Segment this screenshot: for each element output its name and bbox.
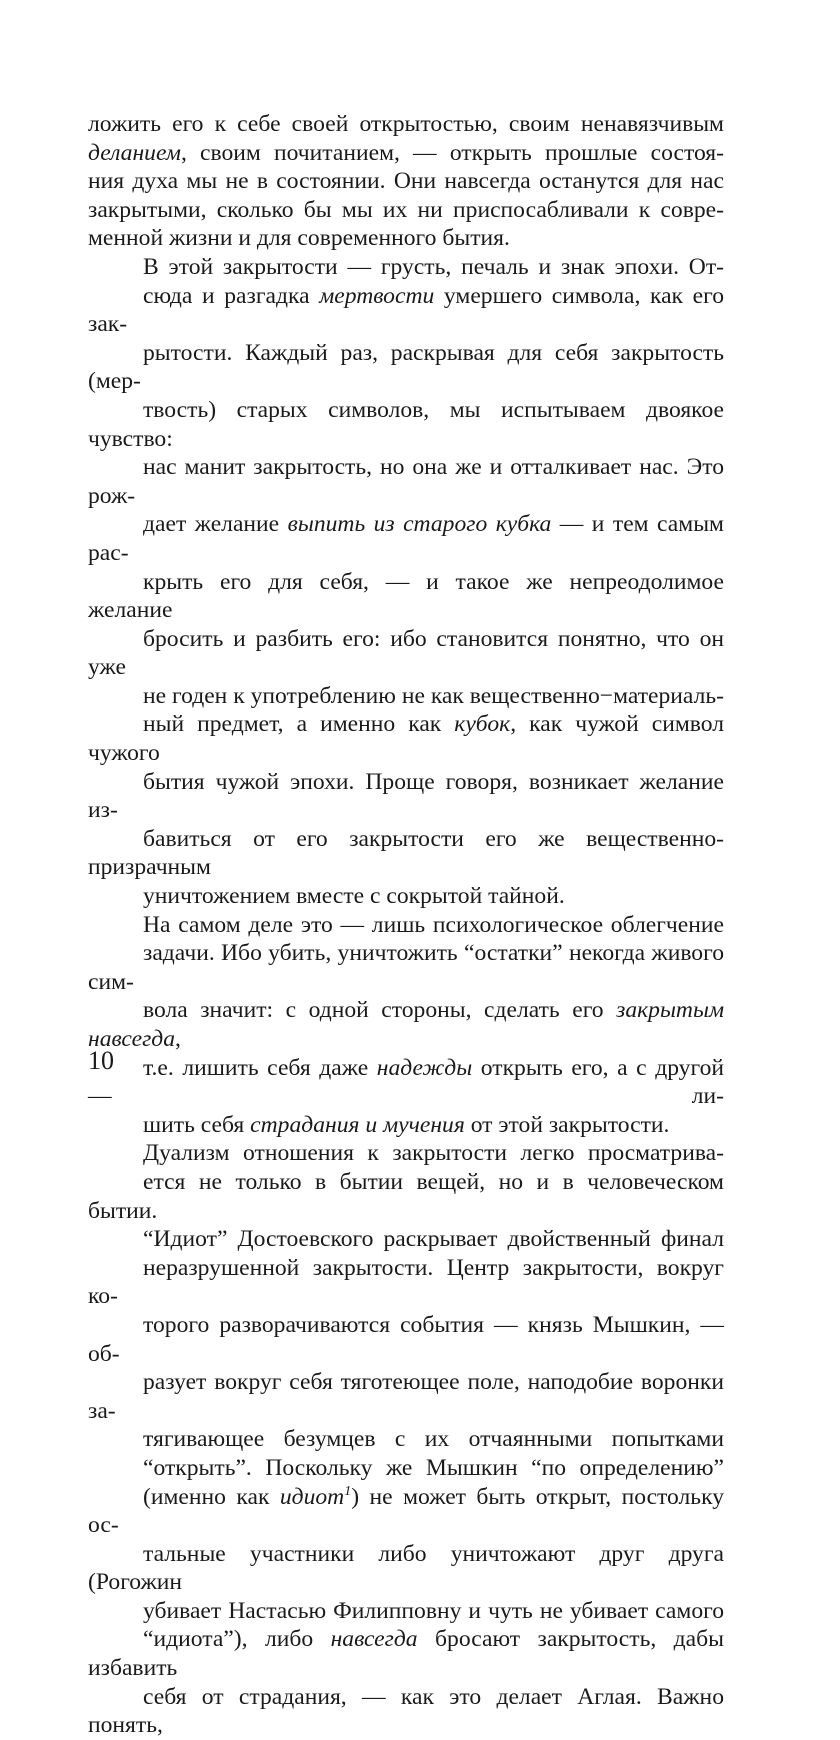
text-segment: , — [175, 1026, 181, 1052]
text-line — [88, 1054, 724, 1111]
text-line — [88, 939, 724, 996]
text-line — [88, 1225, 724, 1254]
text-line — [88, 253, 724, 282]
text-line — [88, 1311, 724, 1368]
text-segment: крыть его для себя, — и такое же непреодолимое желание — [88, 568, 724, 624]
italic-text: идиот — [279, 1483, 345, 1510]
text-segment: т.е. лишить себя даже — [143, 1054, 377, 1081]
footnote-marker: 1 — [344, 1483, 352, 1499]
text-segment: бросить и разбить его: ибо становится понятно, что он уже — [88, 625, 724, 681]
text-line — [88, 196, 724, 225]
text-line — [88, 911, 724, 940]
text-segment: твость) старых символов, мы испытываем двоякое чувство: — [88, 396, 724, 452]
italic-text: страдания и мучения — [250, 1111, 465, 1138]
text-segment: торого разворачиваются события — князь Мышкин, — об- — [88, 1311, 724, 1367]
italic-text: надежды — [376, 1054, 473, 1081]
text-line — [88, 996, 724, 1053]
text-line — [88, 1683, 724, 1740]
text-segment: неразрушенной закрытости. Центр закрытости, вокруг ко- — [88, 1254, 724, 1310]
text-segment: ный предмет, а именно как — [143, 711, 455, 738]
page-number: 10 — [88, 1046, 114, 1075]
text-segment: В этой закрытости — грусть, печаль и знак эпохи. От- — [143, 253, 724, 280]
text-line — [88, 1168, 724, 1225]
text-segment: тальные участники либо уничтожают друг друга (Рогожин — [88, 1540, 724, 1596]
text-segment: “идиота”), либо — [143, 1626, 331, 1653]
text-line — [88, 1597, 724, 1626]
text-segment: бавиться от его закрытости его же вещественно-призрачным — [88, 825, 724, 881]
paragraph — [88, 1139, 724, 1739]
text-segment: ) не может быть открыт, постольку ос- — [88, 1483, 724, 1539]
text-segment: На самом деле это — лишь психологическое облегчение — [143, 911, 724, 938]
text-segment: “Идиот” Достоевского раскрывает двойственный финал — [143, 1226, 724, 1253]
text-line — [88, 453, 724, 510]
text-line — [88, 139, 724, 168]
italic-text: деланием — [88, 139, 181, 166]
italic-text: выпить из старого кубка — [287, 511, 552, 538]
text-line — [88, 568, 724, 625]
text-segment: вола значит: с одной стороны, сделать его — [143, 997, 617, 1024]
text-line — [88, 1625, 724, 1682]
text-line — [88, 1368, 724, 1425]
text-segment: тягивающее безумцев с их отчаянными попытками — [143, 1426, 724, 1453]
text-segment: не годен к употреблению не как вещественно−материаль- — [143, 682, 724, 709]
text-line — [88, 510, 724, 567]
text-line — [88, 224, 724, 253]
text-segment: Дуализм отношения к закрытости легко просматрива- — [143, 1140, 724, 1167]
text-segment: сюда и разгадка — [143, 282, 320, 309]
text-segment: дает желание — [143, 511, 288, 538]
text-segment: ется не только в бытии вещей, но и в человеческом бытии. — [88, 1168, 724, 1224]
text-segment: бытия чужой эпохи. Проще говоря, возникает желание из- — [88, 768, 724, 824]
text-segment: рытости. Каждый раз, раскрывая для себя закрытость (мер- — [88, 339, 724, 395]
italic-text: кубок — [454, 711, 511, 738]
text-segment: разует вокруг себя тяготеющее поле, наподобие воронки за- — [88, 1369, 724, 1424]
text-line — [88, 167, 724, 196]
text-segment: ложить его к себе своей открытостью, своим ненавязчивым — [88, 111, 724, 137]
text-segment: нас манит закрытость, но она же и отталкивает нас. Это рож- — [88, 454, 724, 509]
text-line — [88, 1483, 724, 1540]
text-segment: убивает Настасью Филипповну и чуть не убивает самого — [143, 1597, 724, 1624]
text-segment: умершего символа, как его зак- — [88, 282, 724, 338]
italic-text: мертвости — [319, 282, 435, 309]
text-segment: шить себя — [143, 1111, 251, 1138]
text-segment: бросают закрытость, дабы избавить — [88, 1626, 724, 1682]
text-segment: ния духа мы не в состоянии. Они навсегда останутся для нас — [88, 168, 724, 195]
text-segment: задачи. Ибо убить, уничтожить “остатки” некогда живого сим- — [88, 940, 724, 995]
text-line — [88, 682, 724, 711]
paragraph — [88, 110, 724, 253]
text-line — [88, 396, 724, 453]
text-line — [88, 282, 724, 339]
text-segment: закрытыми, сколько бы мы их ни приспосабливали к совре- — [88, 196, 724, 223]
text-segment: , как чужой символ чужого — [88, 711, 724, 767]
text-line — [88, 768, 724, 825]
text-line — [88, 882, 724, 911]
page-body — [88, 110, 724, 1740]
text-line — [88, 1139, 724, 1168]
text-line — [88, 825, 724, 882]
text-segment: (именно как — [143, 1483, 280, 1510]
text-line — [88, 1425, 724, 1454]
text-segment: открыть его, а с другой — ли- — [88, 1054, 724, 1110]
text-line — [88, 1111, 724, 1140]
italic-text: навсегда — [330, 1626, 418, 1653]
text-segment: себя от страдания, — как это делает Аглая. Важно понять, — [88, 1683, 724, 1739]
text-segment: менной жизни и для современного бытия. — [88, 225, 510, 252]
text-line — [88, 625, 724, 682]
italic-text: закрытым навсегда — [88, 997, 724, 1052]
text-line — [88, 1454, 724, 1483]
text-line — [88, 1254, 724, 1311]
text-line — [88, 710, 724, 767]
text-segment: , своим почитанием, — открыть прошлые состоя- — [180, 139, 724, 166]
paragraph — [88, 253, 724, 911]
text-segment: от этой закрытости. — [464, 1111, 670, 1138]
text-line — [88, 1540, 724, 1597]
text-segment: — и тем самым рас- — [88, 511, 724, 566]
text-line — [88, 110, 724, 139]
paragraph — [88, 911, 724, 1140]
text-line — [88, 339, 724, 396]
text-segment: “открыть”. Поскольку же Мышкин “по определению” — [143, 1454, 724, 1481]
text-segment: уничтожением вместе с сокрытой тайной. — [143, 883, 565, 910]
